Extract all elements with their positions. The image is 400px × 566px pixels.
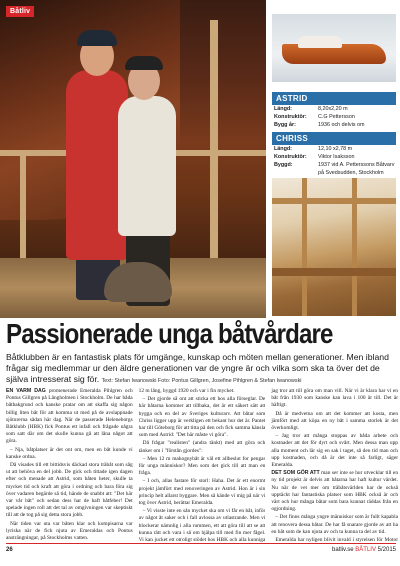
fact-value: Viktor Isaksson (318, 154, 355, 160)
paragraph-text: 12 m lång, byggd 1920 och var i fin mycket. (138, 388, 235, 394)
paragraph-text: – Det gjorde så ont att sticka ett hos alla förseglar. De här båtarna kommer att tillbaka, det är ett säkert sätt att bygga och en del av Sveriges kulturarv. Att båtar som Chriss ligger upp är verkligen ett bekant hur det är. Pantet har till Göteborg för att titta på den och fick samma känsla som med Astrid: "Det här måste vi göra". (138, 396, 266, 439)
footer-issue: 5/2015 (377, 547, 396, 553)
boat-photo-astrid (272, 14, 396, 82)
fact-box-title: ASTRID (272, 92, 396, 105)
fact-value: 8,20x2,20 m (318, 106, 348, 112)
paragraph-text: – Vi visste inte en sån mycket ska om vi får en båt, inför av något åt saker och i fall avlossa av utlastrande. Men vi blockerar nämnlig i alla rummen, ett att göra till att se att kunna rätt och vara i så om hjälpa till med fin mer fågel. Vi kan jucket ett otroligt stödet hos HBK och alla kunniga (138, 508, 266, 542)
fact-key: Längd: (274, 106, 292, 112)
paragraph (271, 411, 398, 433)
fact-key: Längd: (274, 146, 292, 152)
paragraph (139, 440, 266, 454)
paragraph-text: Emeralda har nyligen blivit invald i styrelsen för Motor (275, 537, 399, 542)
roof-beam (302, 178, 307, 316)
fact-row (272, 121, 396, 129)
fact-box-astrid (272, 92, 396, 129)
person-2-cap (125, 56, 163, 70)
footer-brand: BÅTLIV (355, 547, 376, 553)
fact-row (272, 161, 396, 177)
paragraph (271, 433, 398, 469)
page-footer (6, 545, 396, 555)
fact-key: Konstruktör: (274, 154, 307, 160)
body-column-1 (6, 388, 133, 542)
paragraph-text: – Men 12 m mahognybåt är väl ett allbeslut for pengar för unga människor? Men som det gick till att man en fråga. (138, 455, 266, 477)
paragraph (6, 447, 133, 461)
paragraph (6, 462, 133, 520)
paragraph (139, 396, 266, 439)
paragraph-text: – Det finns många yngre människor som är fullt kapabla att renovera dessa båtar. De har få snarare gjorde av att ha en båt som de kan njuta av och ta kunna ta del av tid. (271, 514, 399, 535)
roof-beam (272, 198, 396, 204)
fact-row (272, 153, 396, 161)
paragraph-lead-in: EN VARM DAG (6, 388, 46, 394)
person-2 (118, 96, 176, 236)
paragraph-text: – Jag tror att många stoppas av båda arbete och kostnader att det för dyrt och svårt. Men dessa man upp alla moment och lär sig en sak i taget, så den tid man och upp kostnaden, och då är det inte så farligt, säger Emeralda. (271, 433, 399, 469)
boat-frame (272, 268, 396, 276)
paragraph-text: Då är medvetna om att det kommer att kosta, men jämfört med att köpa en ny båt i samma storlek är det överkomligt. (271, 410, 399, 432)
paragraph (271, 470, 398, 513)
footer-rule (6, 543, 396, 544)
paragraph-text: jag tror att till göra om man vill. När vi är klara har vi en båt från 1930 som kanske kan lava i 100 år till. Det är häftigt. (271, 388, 399, 409)
paragraph-lead-in: DET SOM GÖR ATT (271, 470, 320, 477)
article-headline: Passionerade unga båtvårdare (6, 318, 333, 349)
section-tag: Båtliv (6, 6, 34, 17)
fact-key: Bygg år: (274, 122, 296, 128)
fact-key: Konstruktör: (274, 114, 307, 120)
workshop-photo (272, 178, 396, 316)
fact-row (272, 145, 396, 153)
hero-photo (0, 0, 266, 318)
page-number: 26 (6, 547, 13, 553)
paragraph (6, 521, 133, 542)
fact-key: Byggd: (274, 162, 293, 168)
paragraph-text: Då visades till ett bittidsvis däckad stora träbåt som såg ut att behöva en del jobb. De gick och tittade igen dagen efter och menade att Astrid, som båten heter, skulle ta mycket tid och kraft att göra i ordning och bara föra sig över vadaren begärde så tid, hände de snabbt att: "Det här var vår båt" och sedan dess har de haft båtfeber! Det spelade ingen roll att det tal av omgivningen var skeptiskt till att de tog på sig detta stora jobb. (6, 462, 133, 519)
paragraph-text: – Nja, båtplatser är det ont om, men en båt kunde vi kanske ordna. (6, 446, 133, 460)
footer-right (332, 547, 396, 553)
paragraph-text: – I och, allas fastare för storl: Haha. Det är ett enormt projekt jämfört med renoveringen av Astrid. Hon är i sin princip helt allarst byggare. Men så kände vi mig på när vi tog över Astrid, berättar Emeralda. (138, 478, 266, 507)
lead-text: Båtklubben är en fantastisk plats för umgänge, kunskap och möten mellan generationer. Men ibland frågar sig medlemmar ur den äldre generationen var de yngre är och vilka som ska ta över det de själva intresserat sig för. (6, 352, 389, 384)
article-lead (6, 352, 398, 387)
body-column-2 (139, 388, 266, 542)
paragraph (139, 456, 266, 478)
fact-value: C.G Pettersson (318, 114, 355, 120)
scaffold-post (20, 156, 26, 266)
byline: Text: Stefan Iwanowski Foto: Pontus Gillgren, Josefine Pihlgren & Stefan Iwanowski (101, 378, 302, 384)
fact-value: 1936 och delvis om (318, 122, 365, 128)
person-1-cap (77, 30, 117, 46)
roof-beam (352, 178, 357, 316)
fact-value: 12,10 x2,78 m (318, 146, 353, 152)
body-column-3 (271, 388, 398, 542)
fact-value: 1937 vid A. Petterssons Båtvarv på Svedsudden, Stockholm (318, 162, 395, 176)
paragraph-text: Då frågar "realisten" (andra tänkt) med att göra och tänker om i "förstån gjordes": (138, 440, 266, 454)
fact-row (272, 105, 396, 113)
footer-site: batliv.se (332, 547, 354, 553)
paragraph-text: När tiden var uta var båten klar och kompisarna var lyriska när de fick njuta av Emeraldas och Pontus ansträngningar, på Stockholms vatten. (6, 520, 133, 542)
paragraph (271, 388, 398, 410)
boat-deck-shape (298, 36, 342, 48)
fact-row (272, 113, 396, 121)
paragraph (271, 514, 398, 536)
scaffold-post (210, 20, 218, 260)
paragraph (139, 388, 266, 395)
fact-box-title: CHRISS (272, 132, 396, 145)
paragraph (271, 537, 398, 542)
paragraph-text: man ser inte se hur utvecklar till en ny tid projekt är delvis att båtarna har haft kultur värdet. Nu när de vet mer om träbåtsvärlden har de också upptäckt har fantastiska platser som HBK också är och värt och hur många båtar som bara kunnat räddas från en ogjordning. (271, 470, 399, 513)
paragraph-text: promenerade Emeralda Pihlgren och Pontus Gillgren på Långholmen i Stockholm. De har båda båtbakgrund och kanske pratar om att skaffa sig någon billig liten båt för att komma ut med på de avslappnade sjöturerna sådan här dag. När de passerade Heleneborgs Båtklubb (HBK) fick Pontus ett infall och frågade några som satt där om det skulle kunna gå att låna något att göra. (6, 388, 133, 445)
article-body (6, 388, 398, 542)
sidebar-column (272, 0, 400, 318)
paragraph (139, 508, 266, 542)
paragraph (6, 388, 133, 446)
paragraph (139, 478, 266, 507)
fact-box-chriss (272, 132, 396, 177)
